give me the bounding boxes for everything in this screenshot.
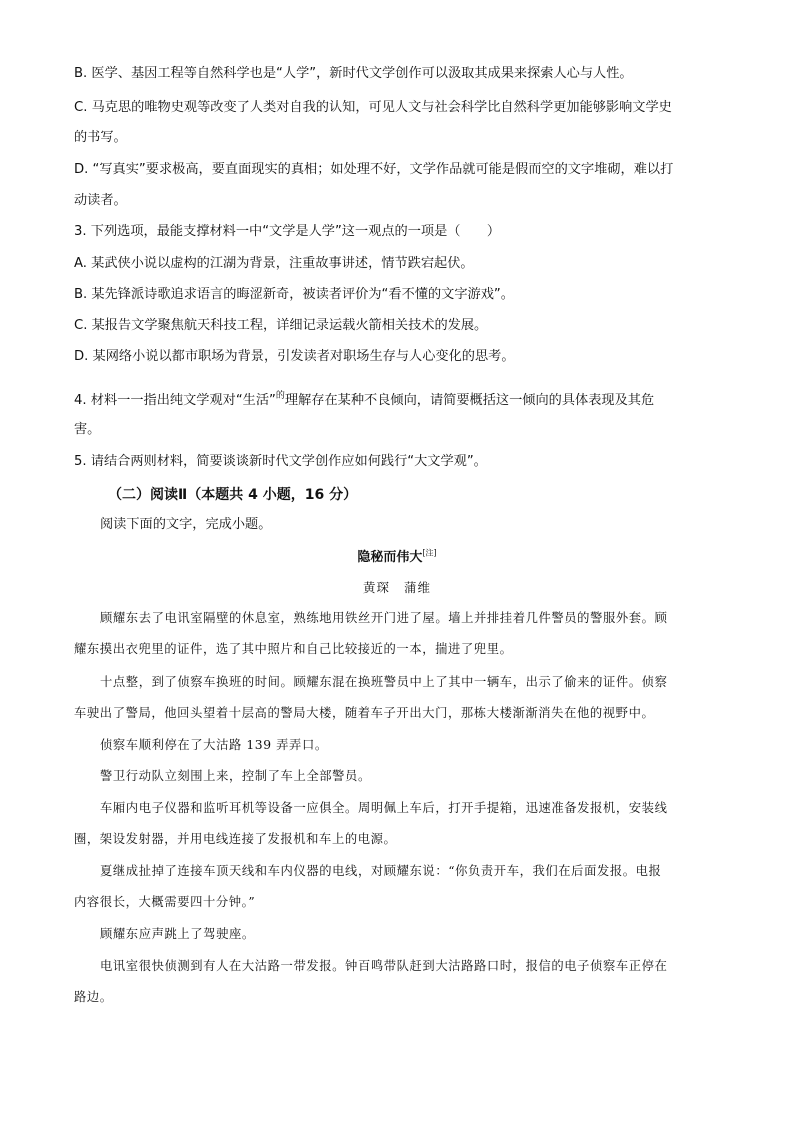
story-title (0, 546, 794, 565)
story-paragraph-7: 顾耀东应声跳上了驾驶座。 (100, 927, 255, 941)
q2-option-b: B. 医学、基因工程等自然科学也是“人学”，新时代文学创作可以汲取其成果来探索人心与人性。 (74, 66, 633, 81)
q2-option-c-cont: 的书写。 (74, 130, 127, 145)
story-title-text: 隐秘而伟大 (357, 550, 423, 565)
q4-stem-cont: 害。 (74, 422, 101, 437)
story-title-note: [注] (422, 548, 437, 558)
story-paragraph-1: 顾耀东去了电讯室隔壁的休息室，熟练地用铁丝开门进了屋。墙上并排挂着几件警员的警服外套。顾 (100, 611, 668, 625)
q2-option-d-cont: 动读者。 (74, 193, 127, 208)
story-paragraph-5: 车厢内电子仪器和监听耳机等设备一应俱全。周明佩上车后，打开手提箱，迅速准备发报机，安装线 (100, 801, 668, 815)
story-paragraph-2-cont: 车驶出了警局，他回头望着十层高的警局大楼，随着车子开出大门，那栋大楼渐渐消失在他的视野中。 (74, 706, 655, 720)
q3-option-a: A. 某武侠小说以虚构的江湖为背景，注重故事讲述，情节跌宕起伏。 (74, 256, 474, 271)
q4-ruby: 的 (275, 391, 285, 401)
story-paragraph-6-cont: 内容很长，大概需要四十分钟。” (74, 895, 256, 909)
story-paragraph-3: 侦察车顺利停在了大沽路 139 弄弄口。 (100, 738, 328, 752)
q3-option-d: D. 某网络小说以都市职场为背景，引发读者对职场生存与人心变化的思考。 (74, 349, 515, 364)
story-paragraph-8-cont: 路边。 (74, 990, 113, 1004)
story-paragraph-6: 夏继成扯掉了连接车顶天线和车内仪器的电线，对顾耀东说：“你负责开车，我们在后面发报。电报 (100, 864, 662, 878)
q2-option-d: D. “写真实”要求极高，要直面现实的真相；如处理不好，文学作品就可能是假而空的文字堆砌，难以打 (74, 162, 674, 177)
story-paragraph-5-cont: 圈，架设发射器，并用电线连接了发报机和车上的电源。 (74, 832, 397, 846)
q3-option-c: C. 某报告文学聚焦航天科技工程，详细记录运载火箭相关技术的发展。 (74, 318, 488, 333)
author-1: 黄琛 (362, 580, 390, 595)
q2-option-c: C. 马克思的唯物史观等改变了人类对自我的认知，可见人文与社会科学比自然科学更加能够影响文学史 (74, 100, 672, 115)
q4-part2: 理解存在某种不良倾向，请简要概括这一倾向的具体表现及其危 (284, 393, 655, 408)
story-paragraph-8: 电讯室很快侦测到有人在大沽路一带发报。钟百鸣带队赶到大沽路路口时，报信的电子侦察车正停在 (100, 959, 668, 973)
story-authors (0, 578, 794, 596)
story-paragraph-1-cont: 耀东摸出衣兜里的证件，选了其中照片和自己比较接近的一本，揣进了兜里。 (74, 642, 513, 656)
section-instruction: 阅读下面的文字，完成小题。 (100, 517, 272, 532)
story-paragraph-4: 警卫行动队立刻围上来，控制了车上全部警员。 (100, 769, 371, 783)
q4-part1: 4. 材料一一指出纯文学观对“生活” (74, 393, 276, 408)
section-heading: （二）阅读Ⅱ（本题共 4 小题，16 分） (108, 487, 358, 503)
q3-stem: 3. 下列选项，最能支撑材料一中“文学是人学”这一观点的一项是（ ） (74, 224, 501, 239)
q3-option-b: B. 某先锋派诗歌追求语言的晦涩新奇，被读者评价为“看不懂的文字游戏”。 (74, 287, 514, 302)
q4-stem (74, 386, 724, 411)
q5-stem: 5. 请结合两则材料，简要谈谈新时代文学创作应如何践行“大文学观”。 (74, 454, 487, 469)
story-paragraph-2: 十点整，到了侦察车换班的时间。顾耀东混在换班警员中上了其中一辆车，出示了偷来的证件。侦察 (100, 675, 668, 689)
author-2: 蒲维 (404, 580, 432, 595)
